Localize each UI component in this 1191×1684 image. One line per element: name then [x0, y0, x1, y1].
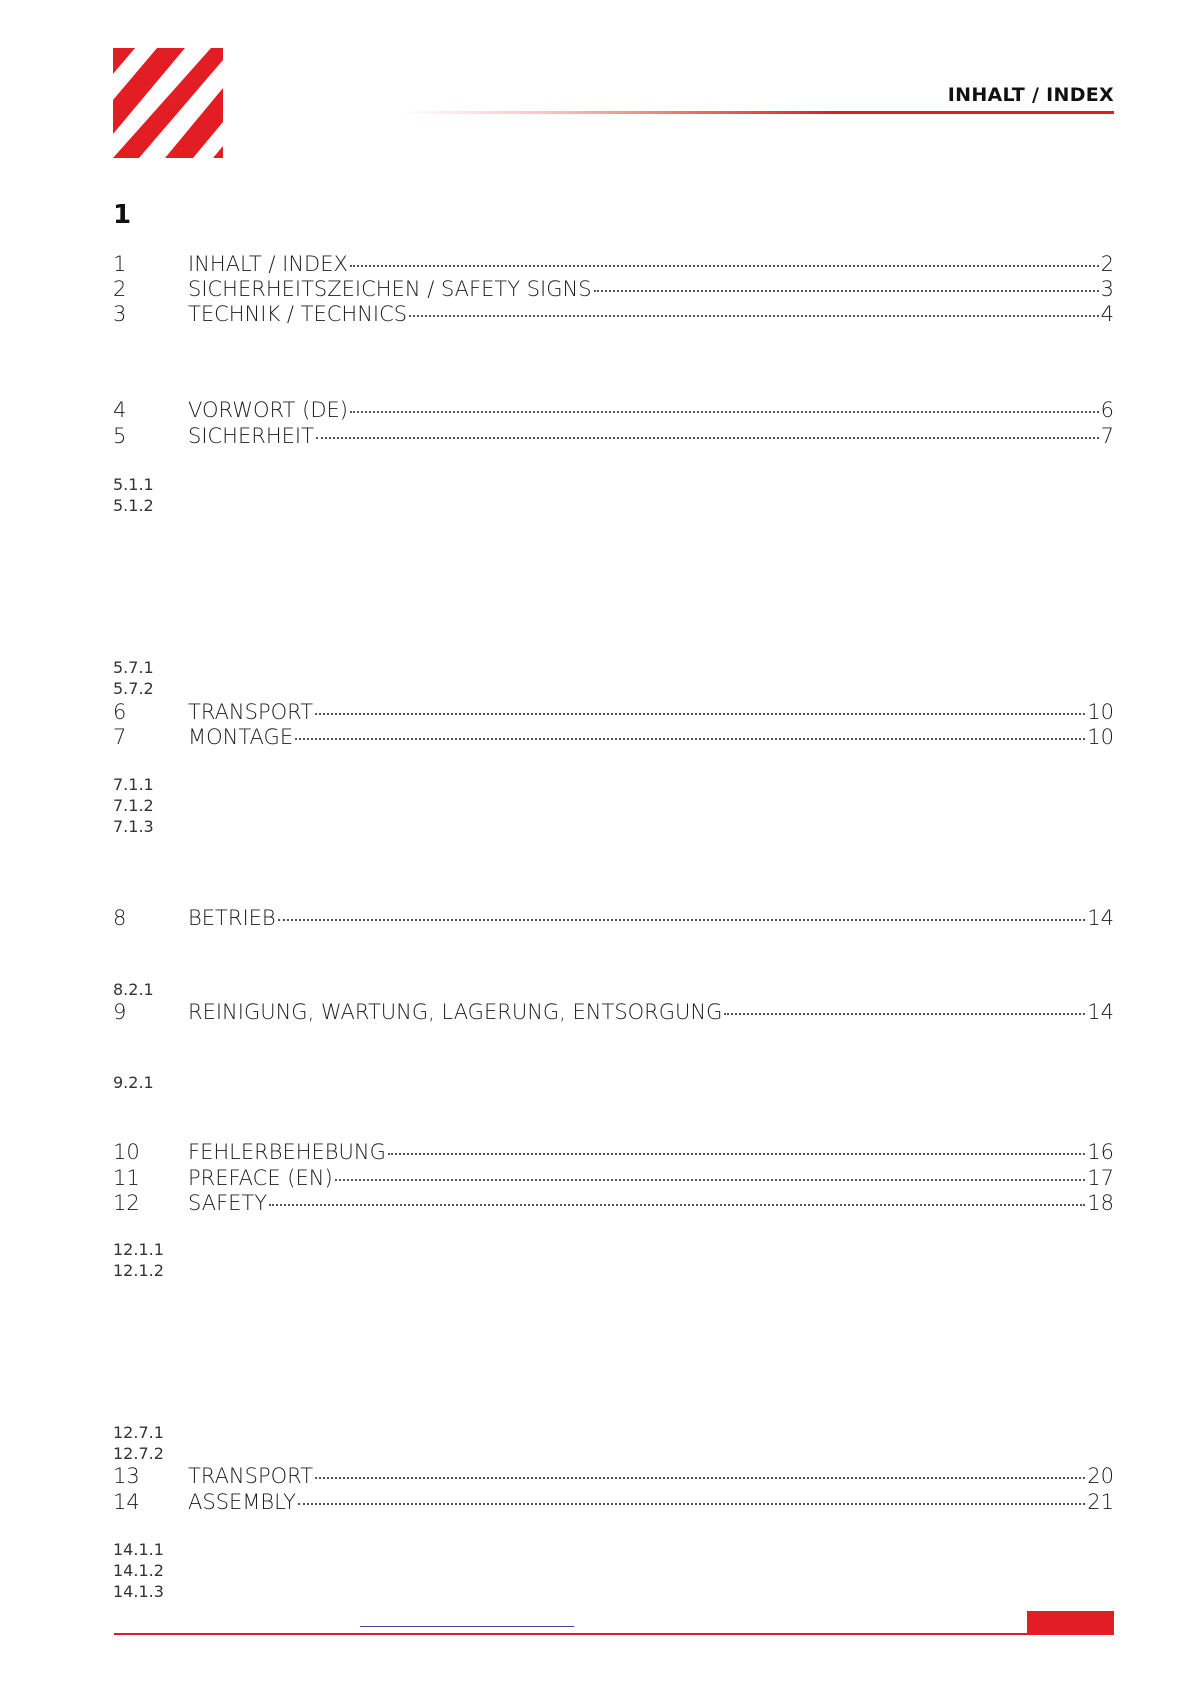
- toc-entry-number: 5: [113, 424, 127, 448]
- toc-entry-title: MONTAGE: [188, 725, 294, 749]
- toc-entry[interactable]: [113, 725, 1114, 751]
- toc-entry-number: 7: [113, 725, 127, 749]
- toc-entry[interactable]: [113, 1140, 1114, 1166]
- subsection-number: 12.1.1: [113, 1240, 164, 1259]
- toc-entry-title: TECHNIK / TECHNICS: [188, 302, 408, 326]
- toc-entry[interactable]: [113, 252, 1114, 278]
- dot-leader: [315, 1477, 1085, 1479]
- dot-leader: [298, 1503, 1085, 1505]
- toc-entry-page: 14: [1087, 906, 1114, 930]
- subsection-number: 12.1.2: [113, 1261, 164, 1280]
- dot-leader: [594, 290, 1099, 292]
- dot-leader: [388, 1153, 1085, 1155]
- toc-entry-number: 9: [113, 1000, 127, 1024]
- toc-entry-page: 17: [1087, 1166, 1114, 1190]
- toc-entry-number: 13: [113, 1464, 140, 1488]
- toc-entry-page: 3: [1100, 277, 1114, 301]
- toc-entry[interactable]: [113, 424, 1114, 450]
- toc-entry-page: 16: [1087, 1140, 1114, 1164]
- toc-entry-number: 1: [113, 252, 127, 276]
- header-divider: [400, 111, 1114, 114]
- footer-divider: [114, 1633, 1114, 1635]
- footer-accent-block: [1027, 1611, 1114, 1635]
- toc-entry-number: 3: [113, 302, 127, 326]
- toc-entry[interactable]: [113, 398, 1114, 424]
- toc-entry-page: 14: [1087, 1000, 1114, 1024]
- subsection-number: 5.1.1: [113, 475, 154, 494]
- toc-entry-page: 21: [1087, 1490, 1114, 1514]
- toc-entry[interactable]: [113, 906, 1114, 932]
- dot-leader: [724, 1013, 1085, 1015]
- toc-entry-number: 2: [113, 277, 127, 301]
- dot-leader: [269, 1204, 1085, 1206]
- toc-entry-title: REINIGUNG, WARTUNG, LAGERUNG, ENTSORGUNG: [188, 1000, 723, 1024]
- toc-entry[interactable]: [113, 1490, 1114, 1516]
- footer-link-underline[interactable]: [360, 1626, 574, 1627]
- toc-entry-number: 11: [113, 1166, 140, 1190]
- chapter-heading: 1: [113, 200, 132, 230]
- toc-entry-title: BETRIEB: [188, 906, 276, 930]
- toc-entry-title: VORWORT (DE): [188, 398, 348, 422]
- toc-entry-page: 20: [1087, 1464, 1114, 1488]
- header-title: INHALT / INDEX: [947, 84, 1114, 106]
- toc-entry-page: 7: [1100, 424, 1114, 448]
- subsection-number: 5.1.2: [113, 496, 154, 515]
- subsection-number: 5.7.1: [113, 658, 154, 677]
- dot-leader: [350, 265, 1099, 267]
- toc-entry[interactable]: [113, 1000, 1114, 1026]
- toc-entry-page: 10: [1087, 725, 1114, 749]
- toc-entry-title: TRANSPORT: [188, 1464, 314, 1488]
- toc-entry-title: ASSEMBLY: [188, 1490, 296, 1514]
- toc-entry-number: 14: [113, 1490, 140, 1514]
- toc-entry-number: 4: [113, 398, 127, 422]
- subsection-number: 14.1.3: [113, 1582, 164, 1601]
- subsection-number: 12.7.2: [113, 1444, 164, 1463]
- dot-leader: [316, 437, 1099, 439]
- toc-entry-title: SAFETY: [188, 1191, 268, 1215]
- toc-entry[interactable]: [113, 1191, 1114, 1217]
- toc-entry-title: SICHERHEITSZEICHEN / SAFETY SIGNS: [188, 277, 592, 301]
- toc-entry-number: 10: [113, 1140, 140, 1164]
- subsection-number: 9.2.1: [113, 1073, 154, 1092]
- toc-entry-number: 12: [113, 1191, 140, 1215]
- subsection-number: 14.1.2: [113, 1561, 164, 1580]
- toc-entry-title: FEHLERBEHEBUNG: [188, 1140, 386, 1164]
- subsection-number: 14.1.1: [113, 1540, 164, 1559]
- dot-leader: [315, 713, 1085, 715]
- subsection-number: 7.1.1: [113, 775, 154, 794]
- toc-entry[interactable]: [113, 700, 1114, 726]
- subsection-number: 5.7.2: [113, 679, 154, 698]
- toc-entry-number: 6: [113, 700, 127, 724]
- toc-entry-page: 2: [1100, 252, 1114, 276]
- toc-entry[interactable]: [113, 1464, 1114, 1490]
- toc-entry-page: 4: [1100, 302, 1114, 326]
- toc-entry[interactable]: [113, 302, 1114, 328]
- toc-entry-title: SICHERHEIT: [188, 424, 314, 448]
- toc-entry-title: PREFACE (EN): [188, 1166, 333, 1190]
- toc-entry-page: 18: [1087, 1191, 1114, 1215]
- toc-entry-title: INHALT / INDEX: [188, 252, 348, 276]
- subsection-number: 8.2.1: [113, 980, 154, 999]
- toc-entry[interactable]: [113, 277, 1114, 303]
- subsection-number: 7.1.3: [113, 817, 154, 836]
- subsection-number: 12.7.1: [113, 1423, 164, 1442]
- toc-entry-title: TRANSPORT: [188, 700, 314, 724]
- toc-entry-page: 10: [1087, 700, 1114, 724]
- dot-leader: [350, 411, 1099, 413]
- toc-entry-page: 6: [1100, 398, 1114, 422]
- toc-entry-number: 8: [113, 906, 127, 930]
- toc-entry[interactable]: [113, 1166, 1114, 1192]
- subsection-number: 7.1.2: [113, 796, 154, 815]
- dot-leader: [409, 315, 1099, 317]
- red-diagonal-stripes-logo-icon: [113, 48, 223, 158]
- dot-leader: [335, 1179, 1086, 1181]
- dot-leader: [295, 738, 1085, 740]
- dot-leader: [278, 919, 1086, 921]
